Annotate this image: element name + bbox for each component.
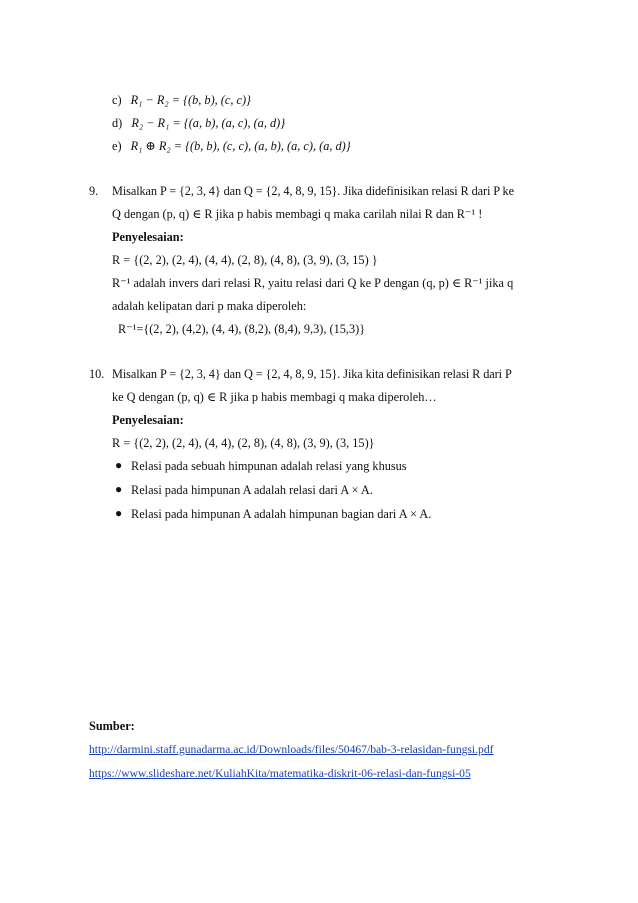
q9-inverse-line-2: adalah kelipatan dari p maka diperoleh: xyxy=(112,299,307,313)
q9-inverse-set: R⁻¹={(2, 2), (4,2), (4, 4), (8,2), (8,4), 9,3), (15,3)} xyxy=(118,322,366,336)
q9-r-set: R = {(2, 2), (2, 4), (4, 4), (2, 8), (4, 8), (3, 9), (3, 15) } xyxy=(112,253,378,267)
q10-bullet-1: Relasi pada sebuah himpunan adalah relasi yang khusus xyxy=(131,459,407,473)
item-d-label: d) xyxy=(112,116,123,130)
item-d-text: R₂ − R₁ = {(a, b), (a, c), (a, d)} xyxy=(131,116,286,130)
sources-heading: Sumber: xyxy=(89,719,135,733)
item-e-label: e) xyxy=(112,139,122,153)
bullet-dot-icon: ● xyxy=(115,458,123,472)
item-c-label: c) xyxy=(112,93,122,107)
item-c-text: R₁ − R₂ = {(b, b), (c, c)} xyxy=(130,93,251,107)
q10-bullet-2: Relasi pada himpunan A adalah relasi dari A × A. xyxy=(131,483,373,497)
q10-bullet-3: Relasi pada himpunan A adalah himpunan bagian dari A × A. xyxy=(131,507,432,521)
q9-solution-label: Penyelesaian: xyxy=(112,230,184,244)
item-c xyxy=(112,93,251,108)
q10-line-1: Misalkan P = {2, 3, 4} dan Q = {2, 4, 8, 9, 15}. Jika kita definisikan relasi R dari P xyxy=(112,367,512,381)
source-link-2-row xyxy=(89,767,471,781)
item-e-text: R₁ ⊕ R₂ = {(b, b), (c, c), (a, b), (a, c), (a, d)} xyxy=(130,139,351,153)
q9-line-1: Misalkan P = {2, 3, 4} dan Q = {2, 4, 8, 9, 15}. Jika didefinisikan relasi R dari P ke xyxy=(112,184,514,198)
q10-line-2: ke Q dengan (p, q) ∈ R jika p habis membagi q maka diperoleh… xyxy=(112,390,437,404)
q10-r-set: R = {(2, 2), (2, 4), (4, 4), (2, 8), (4, 8), (3, 9), (3, 15)} xyxy=(112,436,375,450)
bullet-dot-icon: ● xyxy=(115,482,123,496)
source-link-2[interactable]: https://www.slideshare.net/KuliahKita/matematika-diskrit-06-relasi-dan-fungsi-05 xyxy=(89,767,471,780)
q9-inverse-line-1: R⁻¹ adalah invers dari relasi R, yaitu relasi dari Q ke P dengan (q, p) ∈ R⁻¹ jika q xyxy=(112,276,514,290)
q9-line-2: Q dengan (p, q) ∈ R jika p habis membagi q maka carilah nilai R dan R⁻¹ ! xyxy=(112,207,483,221)
q10-solution-label: Penyelesaian: xyxy=(112,413,184,427)
source-link-1[interactable]: http://darmini.staff.gunadarma.ac.id/Downloads/files/50467/bab-3-relasidan-fungsi.pdf xyxy=(89,743,494,756)
item-d xyxy=(112,116,285,131)
source-link-1-row xyxy=(89,743,494,757)
q10-number: 10. xyxy=(89,367,105,381)
q9-number: 9. xyxy=(89,184,99,198)
bullet-dot-icon: ● xyxy=(115,506,123,520)
item-e xyxy=(112,139,351,154)
